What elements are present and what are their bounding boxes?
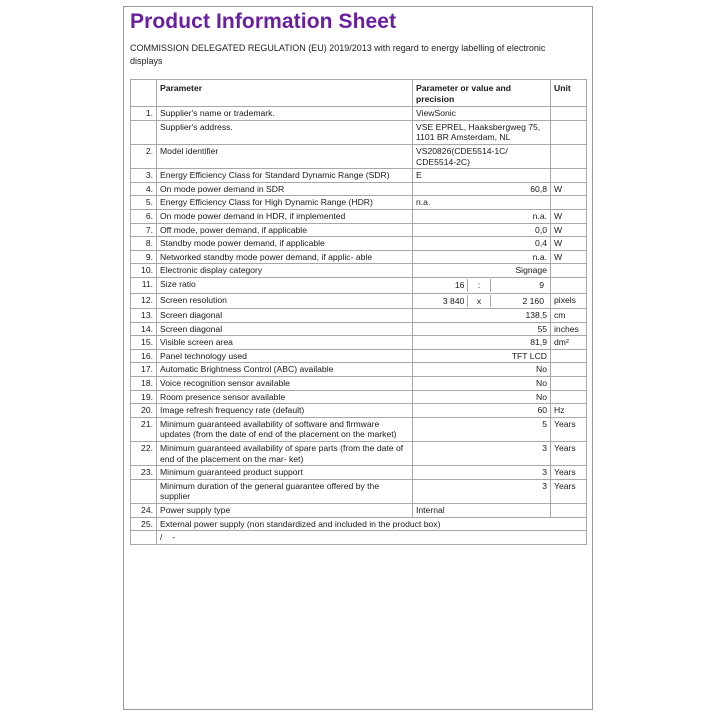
row-unit <box>551 363 587 377</box>
row-unit: Years <box>551 479 587 503</box>
row-parameter: Visible screen area <box>157 336 413 350</box>
value-separator: x <box>468 295 490 308</box>
row-parameter: Supplier's name or trademark. <box>157 107 413 121</box>
row-number <box>131 120 157 144</box>
row-number: 13. <box>131 309 157 323</box>
product-information-sheet <box>123 6 593 710</box>
value-right: 9 <box>539 279 544 290</box>
row-unit <box>551 504 587 518</box>
table-row <box>131 466 587 480</box>
row-unit: W <box>551 182 587 196</box>
row-value: 60 <box>413 404 551 418</box>
table-row <box>131 390 587 404</box>
row-number: 5. <box>131 196 157 210</box>
row-value: n.a. <box>413 250 551 264</box>
row-value: No <box>413 363 551 377</box>
row-value: Signage <box>413 264 551 278</box>
row-number: 25. <box>131 517 157 531</box>
row-parameter: Screen diagonal <box>157 322 413 336</box>
row-unit <box>551 277 587 293</box>
table-row <box>131 417 587 441</box>
row-unit <box>551 120 587 144</box>
value-left: 16 <box>416 279 468 292</box>
row-number: 20. <box>131 404 157 418</box>
row-value: 138,5 <box>413 309 551 323</box>
detail-b: - <box>172 532 176 543</box>
row-parameter: External power supply (non standardized and included in the product box) <box>157 517 587 531</box>
row-parameter: Screen resolution <box>157 293 413 309</box>
row-number: 10. <box>131 264 157 278</box>
row-unit <box>551 390 587 404</box>
table-row <box>131 504 587 518</box>
row-parameter: Screen diagonal <box>157 309 413 323</box>
row-number: 11. <box>131 277 157 293</box>
row-parameter: Image refresh frequency rate (default) <box>157 404 413 418</box>
value-left: 3 840 <box>416 295 468 308</box>
row-parameter: On mode power demand in SDR <box>157 182 413 196</box>
row-unit <box>551 107 587 121</box>
row-unit <box>551 264 587 278</box>
row-detail <box>157 531 587 545</box>
row-unit <box>551 196 587 210</box>
table-row <box>131 277 587 293</box>
row-number: 4. <box>131 182 157 196</box>
row-unit <box>551 349 587 363</box>
row-value: No <box>413 390 551 404</box>
table-row <box>131 479 587 503</box>
row-value: 5 <box>413 417 551 441</box>
row-value: ViewSonic <box>413 107 551 121</box>
row-value: 3 <box>413 442 551 466</box>
row-number: 18. <box>131 377 157 391</box>
row-value: No <box>413 377 551 391</box>
row-unit: dm² <box>551 336 587 350</box>
table-row-external-power <box>131 517 587 531</box>
row-parameter: Electronic display category <box>157 264 413 278</box>
row-number <box>131 479 157 503</box>
row-value: 55 <box>413 322 551 336</box>
row-number: 8. <box>131 237 157 251</box>
row-number: 21. <box>131 417 157 441</box>
row-parameter: Standby mode power demand, if applicable <box>157 237 413 251</box>
table-row <box>131 404 587 418</box>
row-parameter: Minimum guaranteed availability of spare parts (from the date of end of the placement on the mar- ket) <box>157 442 413 466</box>
row-number: 2. <box>131 144 157 168</box>
row-unit: Hz <box>551 404 587 418</box>
table-row <box>131 250 587 264</box>
row-value <box>413 293 551 309</box>
row-value: n.a. <box>413 196 551 210</box>
row-parameter: Power supply type <box>157 504 413 518</box>
row-number: 24. <box>131 504 157 518</box>
row-number: 6. <box>131 209 157 223</box>
row-number: 17. <box>131 363 157 377</box>
table-row <box>131 196 587 210</box>
row-unit <box>551 377 587 391</box>
row-value: 3 <box>413 466 551 480</box>
row-number: 15. <box>131 336 157 350</box>
page-title: Product Information Sheet <box>130 10 397 33</box>
product-info-table <box>130 79 587 545</box>
row-parameter: Networked standby mode power demand, if applic- able <box>157 250 413 264</box>
row-unit: pixels <box>551 293 587 309</box>
row-value: 0,0 <box>413 223 551 237</box>
header-number-cell <box>131 80 157 107</box>
table-row <box>131 209 587 223</box>
row-value <box>413 277 551 293</box>
row-parameter: Panel technology used <box>157 349 413 363</box>
row-parameter: Minimum duration of the general guarantee offered by the supplier <box>157 479 413 503</box>
row-number: 23. <box>131 466 157 480</box>
row-unit <box>551 169 587 183</box>
header-unit: Unit <box>551 80 587 107</box>
row-number: 22. <box>131 442 157 466</box>
row-number: 12. <box>131 293 157 309</box>
row-number: 14. <box>131 322 157 336</box>
row-value: 3 <box>413 479 551 503</box>
row-unit: Years <box>551 442 587 466</box>
table-row <box>131 442 587 466</box>
detail-a: / <box>160 532 163 543</box>
row-number: 16. <box>131 349 157 363</box>
value-right: 2 160 <box>522 295 544 306</box>
row-parameter: Supplier's address. <box>157 120 413 144</box>
row-parameter: On mode power demand in HDR, if implemented <box>157 209 413 223</box>
table-row <box>131 144 587 168</box>
row-unit: Years <box>551 466 587 480</box>
row-parameter: Minimum guaranteed product support <box>157 466 413 480</box>
row-parameter: Off mode, power demand, if applicable <box>157 223 413 237</box>
table-row <box>131 377 587 391</box>
header-parameter: Parameter <box>157 80 413 107</box>
table-body <box>131 107 587 517</box>
row-parameter: Room presence sensor available <box>157 390 413 404</box>
table-row <box>131 107 587 121</box>
row-parameter: Model identifier <box>157 144 413 168</box>
row-unit: cm <box>551 309 587 323</box>
row-value: 0,4 <box>413 237 551 251</box>
table-row <box>131 223 587 237</box>
value-separator: : <box>468 279 490 292</box>
table-row-external-power-detail <box>131 531 587 545</box>
table-row <box>131 322 587 336</box>
table-row <box>131 237 587 251</box>
table-row <box>131 169 587 183</box>
table-row <box>131 293 587 309</box>
row-parameter: Voice recognition sensor available <box>157 377 413 391</box>
row-unit: Years <box>551 417 587 441</box>
row-value: E <box>413 169 551 183</box>
row-number: 7. <box>131 223 157 237</box>
table-row <box>131 182 587 196</box>
row-unit <box>551 144 587 168</box>
row-unit: inches <box>551 322 587 336</box>
row-value: n.a. <box>413 209 551 223</box>
row-parameter: Energy Efficiency Class for Standard Dynamic Range (SDR) <box>157 169 413 183</box>
row-unit: W <box>551 223 587 237</box>
table-row <box>131 349 587 363</box>
row-number-empty <box>131 531 157 545</box>
row-value: 81,9 <box>413 336 551 350</box>
table-row <box>131 264 587 278</box>
row-parameter: Minimum guaranteed availability of software and firmware updates (from the date of end of the placement on the market) <box>157 417 413 441</box>
row-unit: W <box>551 237 587 251</box>
row-number: 1. <box>131 107 157 121</box>
row-unit: W <box>551 250 587 264</box>
row-value: Internal <box>413 504 551 518</box>
row-unit: W <box>551 209 587 223</box>
row-value: VS20826(CDE5514-1C/ CDE5514-2C) <box>413 144 551 168</box>
table-header-row <box>131 80 587 107</box>
row-value: 60,8 <box>413 182 551 196</box>
row-number: 3. <box>131 169 157 183</box>
regulation-subtitle: COMMISSION DELEGATED REGULATION (EU) 2019/2013 with regard to energy labelling of electronic displays <box>130 43 546 66</box>
table-row <box>131 309 587 323</box>
row-number: 9. <box>131 250 157 264</box>
row-value: TFT LCD <box>413 349 551 363</box>
row-parameter: Energy Efficiency Class for High Dynamic Range (HDR) <box>157 196 413 210</box>
table-row <box>131 120 587 144</box>
row-parameter: Size ratio <box>157 277 413 293</box>
header-value: Parameter or value and precision <box>413 80 551 107</box>
table-row <box>131 336 587 350</box>
row-number: 19. <box>131 390 157 404</box>
row-parameter: Automatic Brightness Control (ABC) available <box>157 363 413 377</box>
table-row <box>131 363 587 377</box>
row-value: VSE EPREL, Haaksbergweg 75, 1101 BR Amsterdam, NL <box>413 120 551 144</box>
